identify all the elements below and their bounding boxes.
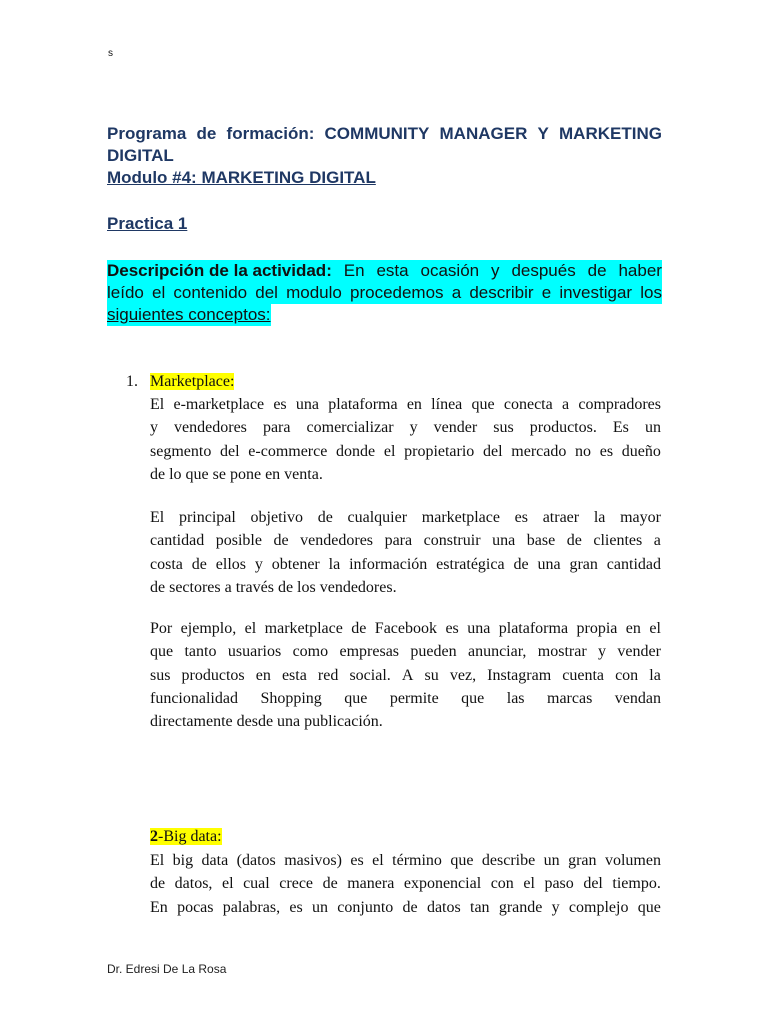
word: propia — [576, 620, 618, 637]
word: Es — [612, 419, 629, 437]
item-title-label: -Big data: — [158, 828, 222, 845]
word: marketplace — [264, 620, 343, 637]
word: en — [406, 396, 422, 413]
word: COMMUNITY — [324, 124, 430, 143]
word: es — [350, 852, 364, 869]
word: clientes — [593, 532, 643, 550]
word: de — [196, 124, 217, 143]
word: línea — [431, 396, 463, 413]
word: cuenta — [562, 666, 604, 684]
word: usuarios — [227, 643, 282, 661]
word: una — [537, 555, 561, 573]
paragraph-line: de lo que se pone en venta. — [150, 465, 323, 483]
word: es — [599, 442, 614, 460]
word: vendedores — [174, 419, 247, 437]
word: conecta — [503, 396, 553, 413]
word: funcionalidad — [150, 689, 238, 707]
word: a — [451, 283, 462, 302]
word: vez, — [449, 666, 477, 684]
word: para — [384, 532, 413, 550]
word: que — [461, 689, 485, 707]
word: vender — [617, 643, 661, 661]
word: el — [221, 875, 234, 893]
word: esta — [281, 666, 307, 684]
word: MANAGER — [439, 124, 528, 143]
word: del — [483, 442, 503, 460]
word: cantidad — [150, 532, 205, 550]
word: de — [566, 532, 582, 550]
word: un — [644, 419, 661, 437]
activity-label: Descripción de la actividad: — [107, 261, 332, 280]
word: En — [150, 898, 168, 916]
word: del — [255, 283, 278, 302]
word: tanto — [184, 643, 217, 661]
paragraph-line — [150, 440, 661, 463]
word: cualquier — [347, 509, 408, 526]
word: el — [649, 620, 661, 637]
word: tan — [470, 898, 490, 916]
word: de — [150, 875, 166, 893]
word: Y — [537, 124, 549, 143]
paragraph-line — [150, 617, 661, 640]
paragraph-line — [150, 416, 661, 439]
word: sus — [493, 419, 514, 437]
word: del — [220, 442, 240, 460]
word: a — [561, 396, 570, 413]
word: palabras, — [222, 898, 281, 916]
word: objetivo — [250, 509, 303, 526]
word: término — [392, 852, 442, 869]
word: gran — [569, 555, 598, 573]
word: cual — [243, 875, 270, 893]
word: Shopping — [260, 689, 322, 707]
word: crece — [279, 875, 314, 893]
word: estratégica — [436, 555, 505, 573]
word: (datos — [236, 852, 276, 869]
word: modulo — [286, 283, 342, 302]
word: cantidad — [606, 555, 661, 573]
word: exponencial — [403, 875, 482, 893]
word: datos — [426, 898, 461, 916]
word: leído — [107, 283, 144, 302]
word: dueño — [621, 442, 661, 460]
paragraph — [150, 506, 661, 599]
word: permite — [389, 689, 439, 707]
word: volumen — [604, 852, 661, 869]
word: después — [511, 261, 576, 280]
word: obtener — [271, 555, 320, 573]
word: Instagram — [487, 666, 552, 684]
word: y — [551, 898, 560, 916]
word: ellos — [215, 555, 246, 573]
word: con — [490, 875, 514, 893]
word: gran — [568, 852, 597, 869]
word: pueden — [410, 643, 457, 661]
activity-line: siguientes conceptos: — [107, 305, 271, 324]
word: la — [328, 555, 341, 573]
word: donde — [336, 442, 376, 460]
word: El — [150, 509, 165, 526]
word: construir — [423, 532, 481, 550]
word: social. — [349, 666, 391, 684]
word: contenido — [173, 283, 248, 302]
word: mercado — [511, 442, 567, 460]
word: el — [152, 283, 166, 302]
word: y — [254, 555, 263, 573]
paragraph-line — [150, 553, 661, 576]
module-title: Modulo #4: MARKETING DIGITAL — [107, 168, 376, 187]
word: de — [402, 898, 418, 916]
word: no — [575, 442, 592, 460]
paragraph — [150, 849, 661, 919]
word: investigar — [559, 283, 633, 302]
paragraph-line — [150, 664, 661, 687]
word: de — [322, 875, 338, 893]
word: procedemos — [350, 283, 444, 302]
word: su — [424, 666, 439, 684]
word: sus — [150, 666, 171, 684]
paragraph-line — [150, 872, 661, 895]
word: para — [262, 419, 291, 437]
word: una — [492, 532, 516, 550]
word: e-marketplace — [173, 396, 265, 413]
word: plataforma — [498, 620, 569, 637]
word: ocasión — [420, 261, 480, 280]
word: y — [598, 643, 607, 661]
word: red — [317, 666, 339, 684]
word: base — [526, 532, 556, 550]
word: empresas — [339, 643, 400, 661]
word: es — [273, 396, 287, 413]
word: la — [649, 666, 661, 684]
word: atraer — [542, 509, 580, 526]
paragraph-line: de sectores a través de los vendedores. — [150, 578, 397, 596]
word: mayor — [620, 509, 661, 526]
word: conjunto — [337, 898, 394, 916]
word: complejo — [568, 898, 629, 916]
word: que — [471, 396, 495, 413]
word: formación: — [226, 124, 315, 143]
word: tiempo. — [612, 875, 661, 893]
paragraph-line — [150, 529, 661, 552]
word: ejemplo, — [180, 620, 237, 637]
word: es — [289, 898, 303, 916]
paragraph-line — [150, 640, 661, 663]
footer-author: Dr. Edresi De La Rosa — [107, 962, 227, 976]
word: que — [344, 689, 368, 707]
word: esta — [376, 261, 409, 280]
item-title-big-data — [150, 826, 222, 848]
word: e — [541, 283, 552, 302]
word: de — [513, 555, 529, 573]
word: data — [201, 852, 229, 869]
practice-title: Practica 1 — [107, 214, 188, 233]
word: Facebook — [374, 620, 437, 637]
word: MARKETING — [559, 124, 662, 143]
word: el — [383, 442, 396, 460]
word: un — [543, 852, 560, 869]
word: describe — [481, 852, 536, 869]
activity-description — [107, 260, 662, 326]
word: vendan — [614, 689, 661, 707]
word: posible — [215, 532, 262, 550]
word: comercializar — [306, 419, 394, 437]
word: el — [523, 875, 535, 893]
paragraph-line — [150, 896, 661, 919]
word: productos. — [529, 419, 597, 437]
word: Programa — [107, 124, 187, 143]
paragraph — [150, 617, 661, 733]
word: que — [150, 643, 174, 661]
program-title-line: DIGITAL — [107, 146, 174, 165]
word: describir — [469, 283, 534, 302]
program-title — [107, 123, 662, 167]
word: masivos) — [284, 852, 342, 869]
word: mostrar — [537, 643, 587, 661]
word: haber — [618, 261, 662, 280]
word: las — [506, 689, 525, 707]
word: de — [317, 509, 333, 526]
word: en — [255, 666, 271, 684]
item-title-text: Marketplace: — [150, 373, 235, 390]
item-number: 2 — [150, 828, 158, 845]
activity-line — [107, 260, 662, 282]
word: El — [150, 852, 165, 869]
paragraph-line — [150, 393, 661, 416]
word: costa — [150, 555, 183, 573]
word: es — [445, 620, 459, 637]
word: big — [172, 852, 194, 869]
paragraph-line — [150, 506, 661, 529]
word: los — [640, 283, 662, 302]
word: de — [587, 261, 607, 280]
word: información — [349, 555, 428, 573]
word: Por — [150, 620, 173, 637]
paragraph-line — [150, 849, 661, 872]
word: un — [311, 898, 328, 916]
word: y — [150, 419, 158, 437]
paragraph — [150, 393, 661, 486]
word: y — [409, 419, 418, 437]
word: el — [372, 852, 384, 869]
word: El — [150, 396, 165, 413]
word: compradores — [578, 396, 661, 413]
word: manera — [347, 875, 395, 893]
word: paso — [544, 875, 574, 893]
word: e-commerce — [248, 442, 328, 460]
word: marcas — [547, 689, 593, 707]
program-title-line — [107, 123, 662, 145]
paragraph-line — [150, 687, 661, 710]
list-number: 1. — [126, 373, 138, 390]
item-title-marketplace — [150, 371, 234, 393]
word: anunciar, — [467, 643, 527, 661]
word: una — [467, 620, 491, 637]
word: que — [450, 852, 474, 869]
word: pocas — [177, 898, 214, 916]
word: segmento — [150, 442, 212, 460]
activity-line — [107, 282, 662, 304]
word: vender — [433, 419, 478, 437]
word: del — [583, 875, 603, 893]
word: de — [351, 620, 367, 637]
word: como — [292, 643, 329, 661]
word: vendedores — [300, 532, 374, 550]
word: y — [491, 261, 500, 280]
word: plataforma — [328, 396, 398, 413]
word: de — [273, 532, 289, 550]
word: datos, — [174, 875, 213, 893]
word: propietario — [404, 442, 475, 460]
word: con — [615, 666, 639, 684]
word: la — [593, 509, 606, 526]
word: de — [191, 555, 207, 573]
word: el — [244, 620, 257, 637]
word: marketplace — [421, 509, 500, 526]
word: en — [625, 620, 641, 637]
word: que — [637, 898, 661, 916]
item-title-text — [150, 828, 222, 845]
word: En — [343, 261, 365, 280]
word: a — [653, 532, 661, 550]
word: productos — [181, 666, 245, 684]
header-mark: s — [108, 48, 113, 59]
word: una — [295, 396, 320, 413]
word: principal — [178, 509, 236, 526]
word: grande — [498, 898, 543, 916]
word: es — [514, 509, 528, 526]
word: A — [401, 666, 414, 684]
paragraph-line: directamente desde una publicación. — [150, 713, 383, 731]
